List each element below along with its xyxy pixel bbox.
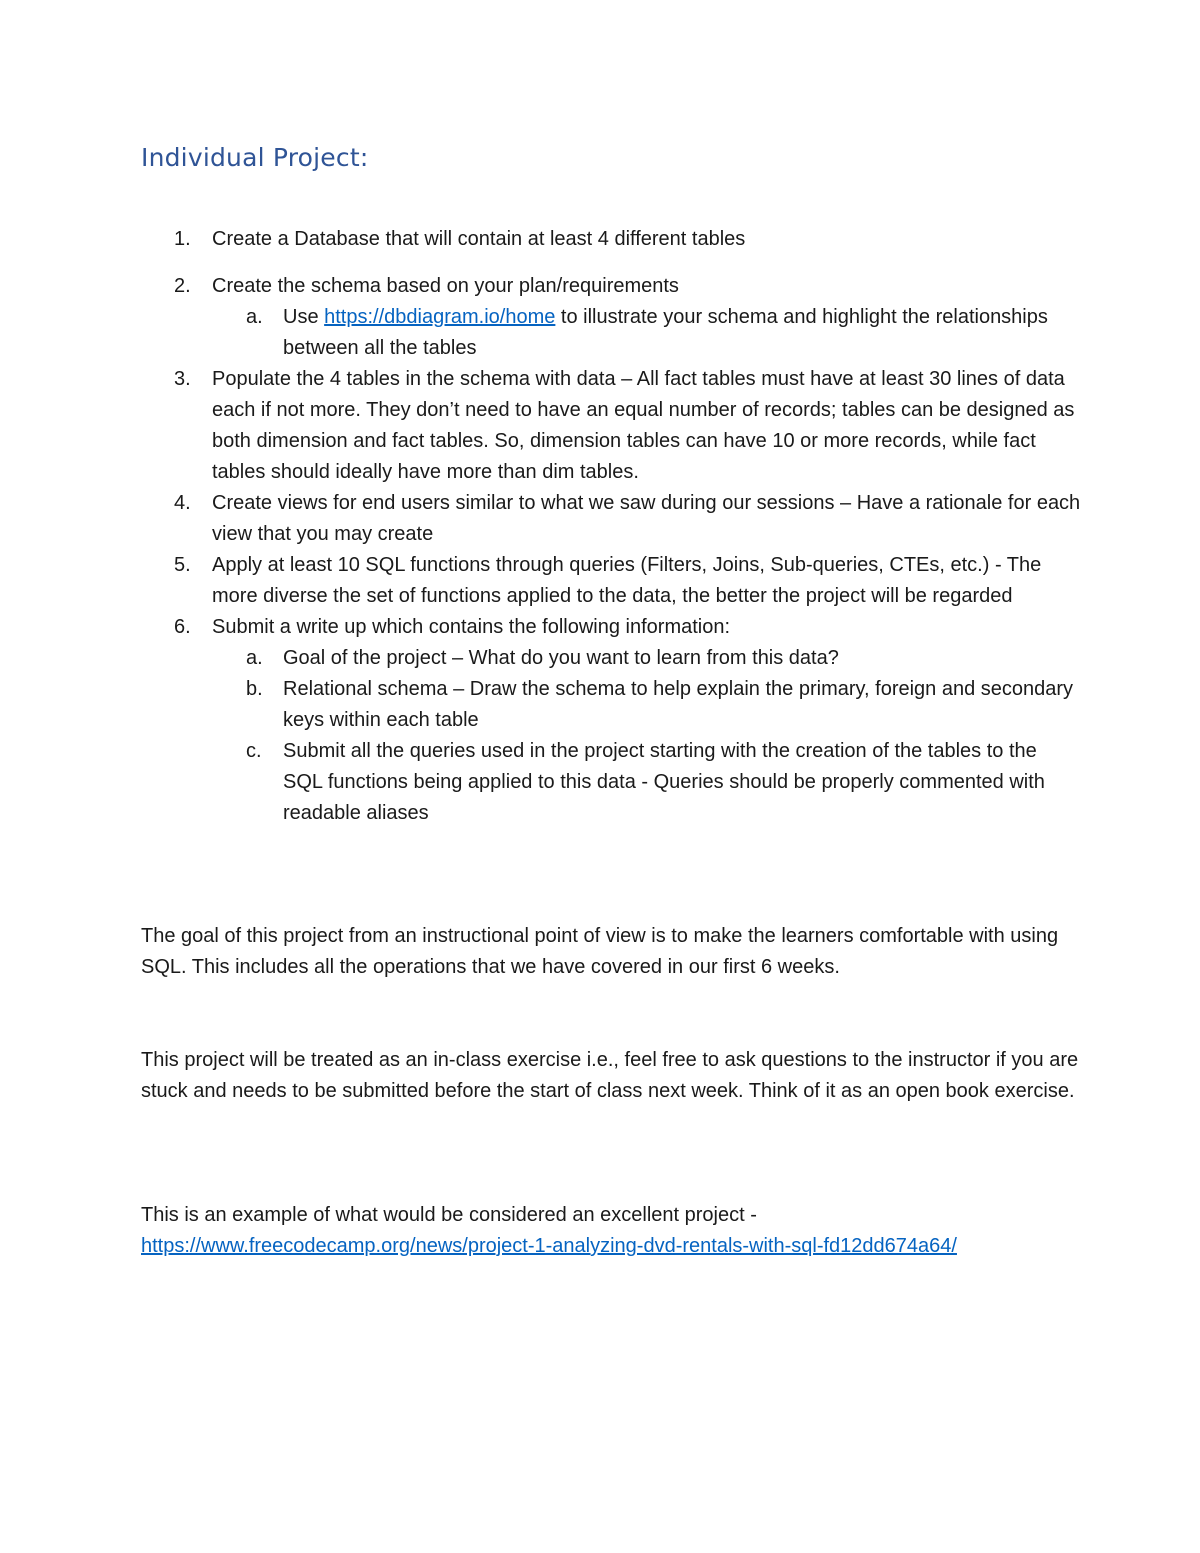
list-number: 6. [174,616,191,638]
sub-letter: a. [246,647,263,669]
sub-item-6b [212,674,1081,736]
sub-item-text: Goal of the project – What do you want to learn from this data? [283,647,839,669]
example-paragraph [141,1200,1081,1262]
requirements-list [141,224,1081,829]
list-item-3 [141,364,1081,488]
sub-item-text: Relational schema – Draw the schema to help explain the primary, foreign and secondary keys within each table [283,678,1074,731]
list-item-text: Submit a write up which contains the following information: [212,616,731,638]
sub-item-2a [212,302,1081,364]
list-item-text: Create a Database that will contain at least 4 different tables [212,228,746,250]
in-class-paragraph: This project will be treated as an in-class exercise i.e., feel free to ask questions to the instructor if you are stuck and needs to be submitted before the start of class next week. Think of it as an open book exercise. [141,1049,1079,1102]
dbdiagram-link[interactable]: https://dbdiagram.io/home [324,306,556,328]
example-text: This is an example of what would be considered an excellent project - [141,1204,757,1226]
freecodecamp-link[interactable]: https://www.freecodecamp.org/news/project-1-analyzing-dvd-rentals-with-sql-fd12dd674a64/ [141,1235,957,1257]
list-item-4 [141,488,1081,550]
list-number: 5. [174,554,191,576]
page-title: Individual Project: [141,143,369,172]
list-item-2 [141,271,1081,364]
sub-item-text: Submit all the queries used in the project starting with the creation of the tables to the SQL functions being applied to this data - Queries should be properly commented with readable aliases [283,740,1045,824]
list-item-text: Create the schema based on your plan/requirements [212,275,679,297]
sub-letter: c. [246,740,262,762]
list-item-6 [141,612,1081,829]
list-item-1 [141,224,1081,255]
sub-letter: b. [246,678,263,700]
goal-paragraph: The goal of this project from an instructional point of view is to make the learners comfortable with using SQL. This includes all the operations that we have covered in our first 6 weeks. [141,925,1059,978]
list-number: 3. [174,368,191,390]
list-item-5 [141,550,1081,612]
list-item-text: Populate the 4 tables in the schema with data – All fact tables must have at least 30 lines of data each if not more. They don’t need to have an equal number of records; tables can be designed as both dimension and fact tables. So, dimension tables can have 10 or more records, while fact tables should ideally have more than dim tables. [212,368,1075,483]
list-number: 1. [174,228,191,250]
list-item-text: Create views for end users similar to what we saw during our sessions – Have a rationale for each view that you may create [212,492,1081,545]
list-number: 2. [174,275,191,297]
sub-item-6c [212,736,1081,829]
list-number: 4. [174,492,191,514]
sub-item-text-before: Use [283,306,325,328]
sub-letter: a. [246,306,263,328]
sub-item-6a [212,643,1081,674]
sub-item-text-after: to illustrate your schema and highlight the relationships between all the tables [283,306,1048,359]
list-item-text: Apply at least 10 SQL functions through queries (Filters, Joins, Sub-queries, CTEs, etc.) - The more diverse the set of functions applied to the data, the better the project will be regarded [212,554,1042,607]
